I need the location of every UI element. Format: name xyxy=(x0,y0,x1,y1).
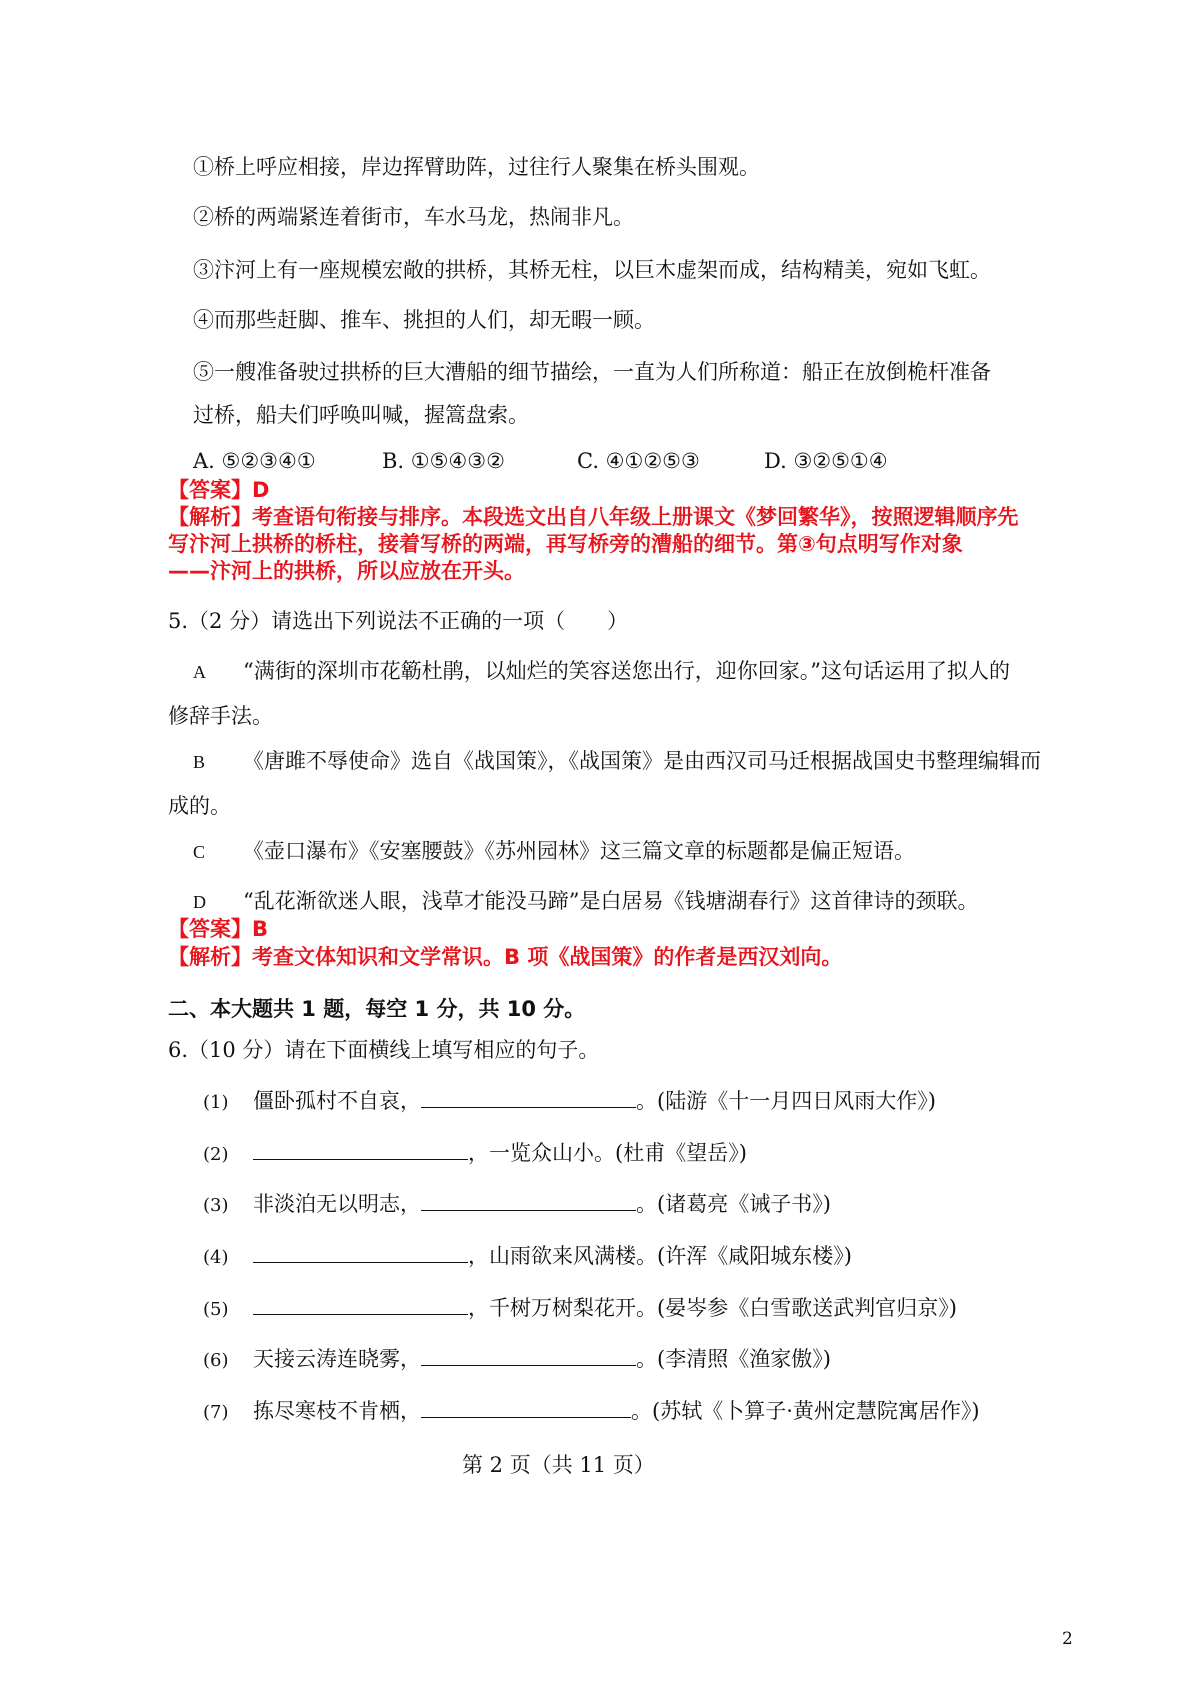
q6-item-1-number: (1) xyxy=(203,1092,229,1113)
q5-option-c xyxy=(193,837,915,866)
q5-option-a-text: “满街的深圳市花簕杜鹃，以灿烂的笑容送您出行，迎你回家。”这句话运用了拟人的 xyxy=(243,659,1010,683)
q6-item-5 xyxy=(203,1292,957,1324)
q6-item-1-blank[interactable] xyxy=(421,1085,636,1108)
q4-option-d: D. ③②⑤①④ xyxy=(764,449,888,473)
q5-option-b-text: 《唐雎不辱使命》选自《战国策》，《战国策》是由西汉司马迁根据战国史书整理编辑而 xyxy=(243,749,1041,773)
q6-item-3-blank[interactable] xyxy=(421,1188,636,1211)
q4-option-a: A. ⑤②③④① xyxy=(193,449,316,473)
q6-item-4-after: ，山雨欲来风满楼。(许浑《咸阳城东楼》) xyxy=(468,1244,852,1268)
q5-option-a-letter: A xyxy=(193,662,206,682)
page-footer-label: 第 2 页（共 11 页） xyxy=(462,1453,655,1477)
q5-option-b-cont: 成的。 xyxy=(168,794,231,818)
q6-item-1 xyxy=(203,1085,936,1117)
q6-item-2-blank[interactable] xyxy=(253,1137,468,1160)
q4-option-c: C. ④①②⑤③ xyxy=(577,449,700,473)
q6-item-7 xyxy=(203,1395,980,1427)
q5-option-d-text: “乱花渐欲迷人眼，浅草才能没马蹄”是白居易《钱塘湖春行》这首律诗的颈联。 xyxy=(243,889,979,913)
q6-item-5-after: ，千树万树梨花开。(晏岑参《白雪歌送武判官归京》) xyxy=(468,1296,957,1320)
q4-sentence-5: ⑤一艘准备驶过拱桥的巨大漕船的细节描绘，一直为人们所称道：船正在放倒桅杆准备 xyxy=(193,360,991,384)
q5-option-a xyxy=(193,657,1010,686)
q5-stem: 5.（2 分）请选出下列说法不正确的一项（ ） xyxy=(168,609,629,633)
q6-item-5-number: (5) xyxy=(203,1299,229,1320)
q6-item-3-number: (3) xyxy=(203,1195,229,1216)
q4-option-b: B. ①⑤④③② xyxy=(382,449,505,473)
q6-item-5-blank[interactable] xyxy=(253,1292,468,1315)
q6-item-3 xyxy=(203,1188,831,1220)
q6-item-2-number: (2) xyxy=(203,1144,229,1165)
section-heading: 二、本大题共 1 题，每空 1 分，共 10 分。 xyxy=(168,997,586,1021)
q4-sentence-5-cont: 过桥，船夫们呼唤叫喊，握篙盘索。 xyxy=(193,403,529,427)
q6-item-6-number: (6) xyxy=(203,1350,229,1371)
q6-item-4 xyxy=(203,1240,852,1272)
q6-item-2 xyxy=(203,1137,747,1169)
q5-option-d-letter: D xyxy=(193,892,206,912)
q6-stem: 6.（10 分）请在下面横线上填写相应的句子。 xyxy=(168,1038,600,1062)
page-number: 2 xyxy=(1062,1629,1073,1649)
q6-item-6-before: 天接云涛连晓雾， xyxy=(253,1347,421,1371)
q6-item-7-before: 拣尽寒枝不肯栖， xyxy=(253,1399,421,1423)
q6-item-3-after: 。(诸葛亮《诫子书》) xyxy=(636,1192,831,1216)
q6-item-6-blank[interactable] xyxy=(421,1343,636,1366)
q5-option-c-text: 《壶口瀑布》《安塞腰鼓》《苏州园林》这三篇文章的标题都是偏正短语。 xyxy=(243,839,915,863)
q6-item-3-before: 非淡泊无以明志， xyxy=(253,1192,421,1216)
q6-item-4-blank[interactable] xyxy=(253,1240,468,1263)
q6-item-4-number: (4) xyxy=(203,1247,229,1268)
q4-answer: 【答案】D xyxy=(168,478,270,502)
q6-item-6-after: 。(李清照《渔家傲》) xyxy=(636,1347,831,1371)
q5-option-b xyxy=(193,747,1041,776)
q4-sentence-3: ③汴河上有一座规模宏敞的拱桥，其桥无柱，以巨木虚架而成，结构精美，宛如飞虹。 xyxy=(193,258,991,282)
q4-sentence-2: ②桥的两端紧连着街市，车水马龙，热闹非凡。 xyxy=(193,205,634,229)
q6-item-6 xyxy=(203,1343,831,1375)
q5-option-c-letter: C xyxy=(193,842,206,862)
q6-item-1-before: 僵卧孤村不自哀， xyxy=(253,1089,421,1113)
q5-answer: 【答案】B xyxy=(168,917,269,941)
q6-item-1-after: 。(陆游《十一月四日风雨大作》) xyxy=(636,1089,936,1113)
q4-analysis-line-3: ——汴河上的拱桥，所以应放在开头。 xyxy=(168,559,525,583)
q5-option-b-letter: B xyxy=(193,752,206,772)
q4-analysis-line-1: 【解析】考查语句衔接与排序。本段选文出自八年级上册课文《梦回繁华》，按照逻辑顺序先 xyxy=(168,505,1019,529)
q4-sentence-4: ④而那些赶脚、推车、挑担的人们，却无暇一顾。 xyxy=(193,308,655,332)
q4-analysis-line-2: 写汴河上拱桥的桥柱，接着写桥的两端，再写桥旁的漕船的细节。第③句点明写作对象 xyxy=(168,532,963,556)
q6-item-7-after: 。(苏轼《卜算子·黄州定慧院寓居作》) xyxy=(631,1399,980,1423)
q4-sentence-1: ①桥上呼应相接，岸边挥臂助阵，过往行人聚集在桥头围观。 xyxy=(193,155,760,179)
q6-item-2-after: ，一览众山小。(杜甫《望岳》) xyxy=(468,1141,747,1165)
q6-item-7-blank[interactable] xyxy=(421,1395,631,1418)
q6-item-7-number: (7) xyxy=(203,1402,229,1423)
q5-option-a-cont: 修辞手法。 xyxy=(168,704,273,728)
q5-option-d xyxy=(193,887,978,916)
q5-analysis: 【解析】考查文体知识和文学常识。B 项《战国策》的作者是西汉刘向。 xyxy=(168,945,843,969)
